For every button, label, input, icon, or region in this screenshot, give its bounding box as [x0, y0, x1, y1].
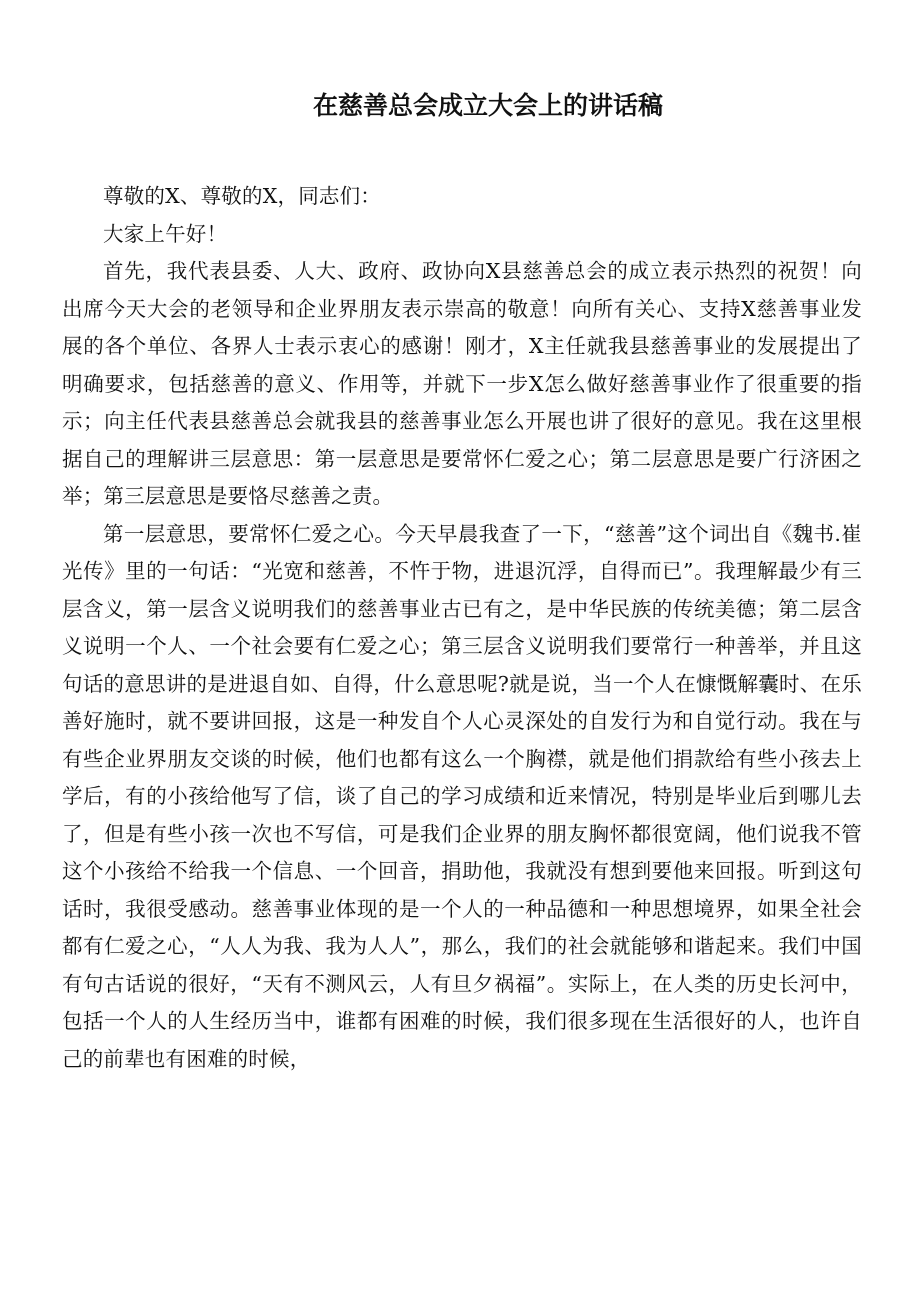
greeting-paragraph: 大家上午好！	[103, 221, 228, 246]
document-title: 在慈善总会成立大会上的讲话稿	[312, 91, 663, 120]
document-body	[62, 178, 862, 1078]
first-point-paragraph: 第一层意思，要常怀仁爱之心。今天早晨我查了一下，“慈善”这个词出自《魏书.崔光传》里的一句话：“光宽和慈善，不忤于物，进退沉浮，自得而已”。我理解最少有三层含义，第一层含义说明我们的慈善事业古已有之，是中华民族的传统美德；第二层含义说明一个人、一个社会要有仁爱之心；第三层含义说明我们要常行一种善举，并且这句话的意思讲的是进退自如、自得，什么意思呢?就是说，当一个人在慷慨解囊时、在乐善好施时，就不要讲回报，这是一种发自个人心灵深处的自发行为和自觉行动。我在与有些企业界朋友交谈的时候，他们也都有这么一个胸襟，就是他们捐款给有些小孩去上学后，有的小孩给他写了信，谈了自己的学习成绩和近来情况，特别是毕业后到哪儿去了，但是有些小孩一次也不写信，可是我们企业界的朋友胸怀都很宽阔，他们说我不管这个小孩给不给我一个信息、一个回音，捐助他，我就没有想到要他来回报。听到这句话时，我很受感动。慈善事业体现的是一个人的一种品德和一种思想境界，如果全社会都有仁爱之心，“人人为我、我为人人”，那么，我们的社会就能够和谐起来。我们中国有句古话说的很好，“天有不测风云，人有旦夕祸福”。实际上，在人类的历史长河中，包括一个人的人生经历当中，谁都有困难的时候，我们很多现在生活很好的人，也许自己的前辈也有困难的时候，	[62, 521, 862, 1071]
opening-paragraph: 首先，我代表县委、人大、政府、政协向X县慈善总会的成立表示热烈的祝贺！向出席今天大会的老领导和企业界朋友表示崇高的敬意！向所有关心、支持X慈善事业发展的各个单位、各界人士表示衷心的感谢！刚才，X主任就我县慈善事业的发展提出了明确要求，包括慈善的意义、作用等，并就下一步X怎么做好慈善事业作了很重要的指示；向主任代表县慈善总会就我县的慈善事业怎么开展也讲了很好的意见。我在这里根据自己的理解讲三层意思：第一层意思是要常怀仁爱之心；第二层意思是要广行济困之举；第三层意思是要恪尽慈善之责。	[62, 259, 862, 508]
salutation-paragraph: 尊敬的X、尊敬的X，同志们：	[103, 184, 381, 208]
